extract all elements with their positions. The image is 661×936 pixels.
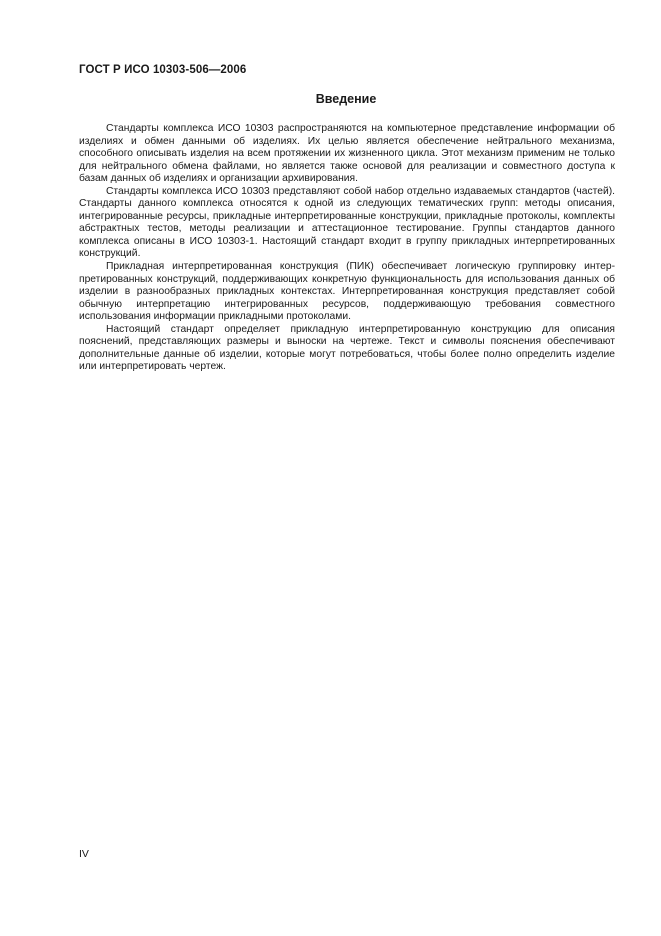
paragraph-3: Прикладная интерпретированная конструкция (ПИК) обеспечивает логическую группировку интерпретированных конструкций, поддерживающих конкретную функциональность для использования данных об изделии в разнообразных прикладных контекстах. Интерпретированная конструкция представляет собой обычную интерпретацию интегрированных ресурсов, поддерживающую требования совместного использования информации прикладными протоколами. xyxy=(79,261,615,323)
paragraph-2: Стандарты комплекса ИСО 10303 представляют собой набор отдельно издаваемых стандартов (частей). Стандарты данного комплекса относятся к одной из следующих тематических групп: методы описания, интегрированные ресурсы, прикладные интерпретированные конструкции, прикладные протоколы, комплекты абстрактных тестов, методы реализации и аттестационное тестирование. Группы стандартов данного комплекса описаны в ИСО 10303-1. Настоящий стандарт входит в группу прикладных интерпретированных конструкций. xyxy=(79,185,615,260)
paragraph-1: Стандарты комплекса ИСО 10303 распространяются на компьютерное представление информации об изделиях и обмен данными об изделиях. Их целью является обеспечение нейтрального механизма, способного описывать изделия на всем протяжении их жизненного цикла. Этот механизм применим не только для нейтрального обмена файлами, но является также основой для реализации и совместного доступа к базам данных об изделиях и организации архивирования. xyxy=(79,123,615,185)
document-header: ГОСТ Р ИСО 10303-506—2006 xyxy=(79,64,247,76)
page-number: IV xyxy=(79,848,89,860)
paragraph-4: Настоящий стандарт определяет прикладную интерпретированную конструкцию для описания пояснений, представляющих размеры и выноски на чертеже. Текст и символы пояснения обеспечивают дополнительные данные об изделии, которые могут потребоваться, чтобы более полно определить изделие или интерпретировать чертеж. xyxy=(79,323,615,373)
section-title: Введение xyxy=(315,92,377,106)
body-text xyxy=(79,123,615,374)
